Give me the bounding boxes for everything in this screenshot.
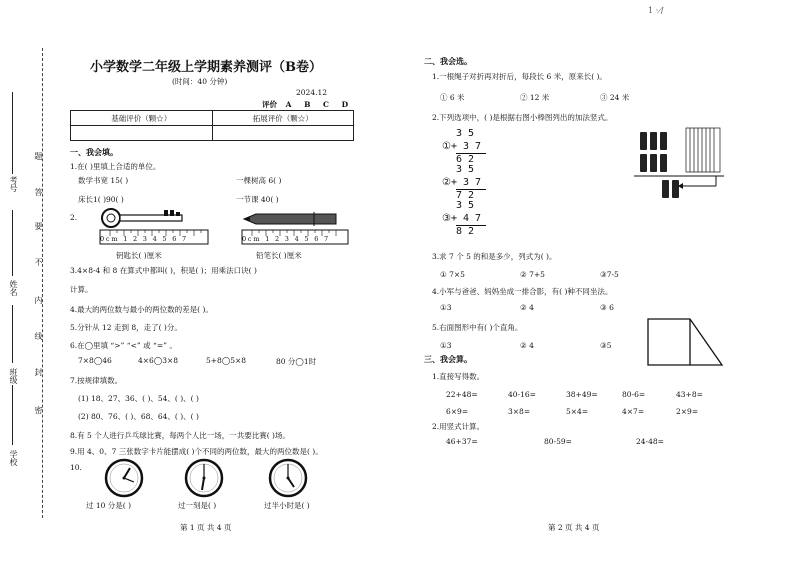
question-1: 1.在( )里填上合适的单位。 bbox=[70, 162, 161, 171]
q6-item: 7×8◯46 bbox=[78, 356, 112, 365]
seal-char: 要 bbox=[34, 222, 43, 230]
corner-mark: 1 · /̸ bbox=[648, 6, 664, 15]
choice-2: 2.下列选项中，( )是根据右图小棒图列出的加法竖式。 bbox=[432, 113, 613, 122]
addition-option-2: 3 5 ②+ 3 7 7 2 bbox=[442, 164, 486, 203]
school-line bbox=[12, 385, 13, 445]
grade-a: A bbox=[285, 100, 292, 109]
addition-option-3: 3 5 ③+ 4 7 8 2 bbox=[442, 200, 486, 239]
question-7: 7.按规律填数。 bbox=[70, 376, 123, 385]
calc-item: 4×7= bbox=[622, 407, 645, 416]
section-2-heading: 二、我会选。 bbox=[424, 56, 472, 66]
c3-option: ② 7+5 bbox=[520, 270, 545, 279]
clock-caption: 过 10 分是( ) bbox=[86, 501, 132, 510]
calc-item: 22+48= bbox=[446, 390, 478, 399]
c4-option: ③ 6 bbox=[600, 303, 614, 312]
name-label: 姓名 bbox=[9, 280, 18, 296]
calc-2: 2.用竖式计算。 bbox=[432, 422, 485, 431]
c1-option: ③ 24 米 bbox=[600, 93, 630, 102]
page-1-footer: 第 1 页 共 4 页 bbox=[180, 523, 232, 532]
grade-b: B bbox=[304, 100, 311, 109]
calc-item: 3×8= bbox=[508, 407, 531, 416]
question-2-number: 2. bbox=[70, 213, 78, 222]
question-9: 9.用 4、0、7 三张数字卡片能摆成( )个不同的两位数，最大的两位数是( )。 bbox=[70, 447, 323, 456]
grade-c: C bbox=[323, 100, 330, 109]
extended-eval-cell: 拓展评价（颗☆） bbox=[212, 111, 354, 126]
seal-char: 答 bbox=[34, 188, 43, 196]
option-label: ② bbox=[442, 176, 451, 188]
calc-item: 43+8= bbox=[676, 390, 703, 399]
clock-caption: 过半小时是( ) bbox=[264, 501, 310, 510]
seal-char: 线 bbox=[34, 332, 43, 340]
evaluation-table bbox=[70, 110, 354, 141]
pencil-ruler-figure bbox=[240, 206, 352, 250]
question-5: 5.分针从 12 走到 8，走了( )分。 bbox=[70, 323, 182, 332]
extended-eval-score[interactable] bbox=[212, 126, 354, 141]
question-4: 4.最大的两位数与最小的两位数的差是( )。 bbox=[70, 305, 213, 314]
grade-scale bbox=[262, 99, 348, 110]
c1-option: ② 12 米 bbox=[520, 93, 550, 102]
c4-option: ①3 bbox=[440, 303, 452, 312]
c1-option: ① 6 米 bbox=[440, 93, 465, 102]
option-label: ① bbox=[442, 140, 451, 152]
page-2-footer: 第 2 页 共 4 页 bbox=[548, 523, 600, 532]
section-3-heading: 三、我会算。 bbox=[424, 354, 472, 364]
pencil-length-caption: 铅笔长( )厘米 bbox=[256, 251, 302, 260]
clock-icon bbox=[268, 458, 308, 498]
question-6: 6.在◯里填 “>” “<” 或 “=” 。 bbox=[70, 341, 177, 350]
column-calc-item: 46+37= bbox=[446, 437, 478, 446]
exam-date: 2024.12 bbox=[296, 88, 328, 97]
ruler-scale-2: 0cm 1 2 3 4 5 6 7 bbox=[242, 235, 330, 243]
calc-item: 80-6= bbox=[622, 390, 646, 399]
right-trapezoid-figure bbox=[646, 316, 726, 368]
c3-option: ③7-5 bbox=[600, 270, 619, 279]
q7-sequence-1: (1) 18、27、36、( )、54、( )、( ) bbox=[78, 394, 199, 403]
section-1-heading: 一、我会填。 bbox=[70, 147, 118, 157]
seat-label: 考号 bbox=[9, 176, 18, 192]
column-calc-item: 80-59= bbox=[544, 437, 572, 446]
seal-char: 题 bbox=[34, 152, 43, 160]
c4-option: ② 4 bbox=[520, 303, 534, 312]
question-8: 8.有 5 个人进行乒乓球比赛，每两个人比一场，一共要比赛( )场。 bbox=[70, 431, 290, 440]
grade-d: D bbox=[341, 100, 349, 109]
c5-option: ①3 bbox=[440, 341, 452, 350]
calc-item: 38+49= bbox=[566, 390, 598, 399]
q1-item: 一节课 40( ) bbox=[236, 195, 279, 204]
addition-option-1: 3 5 ①+ 3 7 6 2 bbox=[442, 128, 486, 167]
q6-item: 80 分◯1时 bbox=[276, 357, 317, 366]
question-10-number: 10. bbox=[70, 463, 82, 472]
c5-option: ② 4 bbox=[520, 341, 534, 350]
seal-char: 密 bbox=[34, 406, 43, 414]
name-line bbox=[12, 210, 13, 276]
q7-sequence-2: (2) 80、76、( )、68、64、( )、( ) bbox=[78, 412, 199, 421]
calc-item: 2×9= bbox=[676, 407, 699, 416]
calc-1: 1.直接写得数。 bbox=[432, 372, 485, 381]
clock-icon bbox=[104, 458, 144, 498]
q1-item: 数学书宽 15( ) bbox=[78, 176, 129, 185]
key-ruler-figure bbox=[98, 206, 214, 250]
choice-4: 4.小军与爸爸、妈妈坐成一排合影，有( )种不同坐法。 bbox=[432, 287, 613, 296]
q6-item: 5+8◯5×8 bbox=[206, 356, 247, 365]
seal-char: 不 bbox=[34, 258, 43, 266]
class-label: 班级 bbox=[9, 368, 18, 384]
calc-item: 40-16= bbox=[508, 390, 536, 399]
stick-bundles-figure bbox=[632, 124, 728, 204]
q1-item: 一棵树高 6( ) bbox=[236, 176, 282, 185]
choice-1: 1.一根绳子对折再对折后，每段长 6 米，原来长( )。 bbox=[432, 72, 607, 81]
c3-option: ① 7×5 bbox=[440, 270, 465, 279]
q6-item: 4×6◯3×8 bbox=[138, 356, 179, 365]
exam-time: (时间：40 分钟) bbox=[172, 77, 228, 86]
key-length-caption: 钥匙长( )厘米 bbox=[116, 251, 162, 260]
grade-label: 评价 bbox=[262, 100, 277, 109]
option-label: ③ bbox=[442, 212, 451, 224]
c5-option: ③5 bbox=[600, 341, 612, 350]
clock-icon bbox=[184, 458, 224, 498]
calc-item: 5×4= bbox=[566, 407, 589, 416]
calc-item: 6×9= bbox=[446, 407, 469, 416]
clock-caption: 过一刻是( ) bbox=[178, 501, 217, 510]
ruler-scale-1: 0cm 1 2 3 4 5 6 7 bbox=[100, 235, 188, 243]
basic-eval-cell: 基础评价（颗☆） bbox=[71, 111, 213, 126]
basic-eval-score[interactable] bbox=[71, 126, 213, 141]
seal-dashed-line bbox=[42, 48, 43, 518]
choice-3: 3.求 7 个 5 的和是多少，列式为( )。 bbox=[432, 252, 557, 261]
exam-title: 小学数学二年级上学期素养测评（B卷） bbox=[90, 60, 322, 75]
seal-char: 内 bbox=[34, 296, 43, 304]
pencil-icon bbox=[244, 214, 336, 224]
seat-line bbox=[12, 92, 13, 174]
class-line bbox=[12, 305, 13, 363]
key-icon bbox=[102, 209, 120, 227]
question-3-cont: 计算。 bbox=[70, 285, 93, 294]
q1-item: 床长1( )90( ) bbox=[78, 195, 124, 204]
question-3: 3.4×8-4 和 8 在算式中都叫( )，积是( )；用乘法口诀( ) bbox=[70, 266, 257, 275]
school-label: 学校 bbox=[9, 450, 18, 466]
column-calc-item: 24-48= bbox=[636, 437, 664, 446]
seal-char: 封 bbox=[34, 368, 43, 376]
choice-5: 5.右面图形中有( )个直角。 bbox=[432, 323, 523, 332]
